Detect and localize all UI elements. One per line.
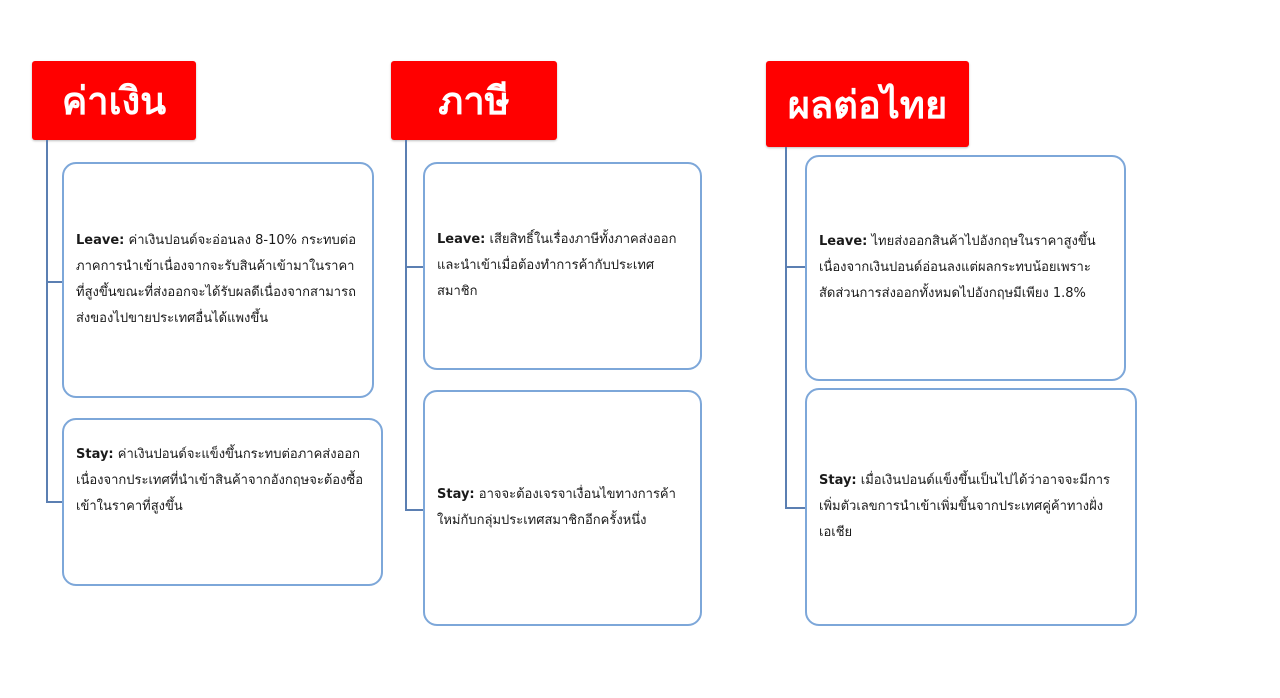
leave-paragraph [819, 229, 1110, 307]
leave-box [805, 155, 1126, 381]
header-tax [391, 61, 557, 140]
stay-text: เมื่อเงินปอนด์แข็งขึ้นเป็นไปได้ว่าอาจจะมีการเพิ่มตัวเลขการนำเข้าเพิ่มขึ้นจากประเทศคู่ค้าทางฝั่งเอเชีย [819, 473, 1111, 540]
stay-paragraph [819, 468, 1121, 546]
leave-text: ค่าเงินปอนด์จะอ่อนลง 8-10% กระทบต่อภาคการนำเข้าเนื่องจากจะรับสินค้าเข้ามาในราคาที่สูงขึ้นขณะที่ส่งออกจะได้รับผลดีเนื่องจากสามารถส่งของไปขายประเทศอื่นได้แพงขึ้น [76, 233, 357, 326]
stay-paragraph [437, 482, 686, 534]
header-currency [32, 61, 196, 140]
stay-paragraph [76, 442, 367, 520]
leave-paragraph [76, 228, 358, 332]
header-title: ผลต่อไทย [787, 84, 948, 127]
leave-box [423, 162, 702, 370]
stay-text: ค่าเงินปอนด์จะแข็งขึ้นกระทบต่อภาคส่งออกเนื่องจากประเทศที่นำเข้าสินค้าจากอังกฤษจะต้องซื้อเข้าในราคาที่สูงขึ้น [76, 447, 364, 514]
leave-text: ไทยส่งออกสินค้าไปอังกฤษในราคาสูงขึ้นเนื่องจากเงินปอนด์อ่อนลงแต่ผลกระทบน้อยเพราะสัดส่วนการส่งออกทั้งหมดไปอังกฤษมีเพียง 1.8% [819, 234, 1096, 301]
connector-stay [405, 509, 425, 511]
stay-box [62, 418, 383, 586]
stay-label: Stay: [76, 447, 114, 462]
header-title: ค่าเงิน [61, 81, 167, 123]
leave-label: Leave: [437, 232, 486, 247]
connector-stay [785, 507, 807, 509]
stay-box [805, 388, 1137, 626]
stay-text: อาจจะต้องเจรจาเงื่อนไขทางการค้าใหม่กับกลุ่มประเทศสมาชิกอีกครั้งหนึ่ง [437, 487, 676, 528]
header-title: ภาษี [438, 81, 510, 123]
leave-label: Leave: [76, 233, 125, 248]
connector-vertical [785, 147, 787, 509]
leave-text: เสียสิทธิ์ในเรื่องภาษีทั้งภาคส่งออกและนำเข้าเมื่อต้องทำการค้ากับประเทศสมาชิก [437, 232, 677, 299]
stay-label: Stay: [819, 473, 857, 488]
leave-box [62, 162, 374, 398]
stay-box [423, 390, 702, 626]
stay-label: Stay: [437, 487, 475, 502]
connector-leave [785, 266, 807, 268]
leave-label: Leave: [819, 234, 868, 249]
connector-leave [405, 266, 425, 268]
connector-vertical [405, 140, 407, 511]
leave-paragraph [437, 227, 686, 305]
connector-vertical [46, 140, 48, 502]
header-thailand [766, 61, 969, 147]
